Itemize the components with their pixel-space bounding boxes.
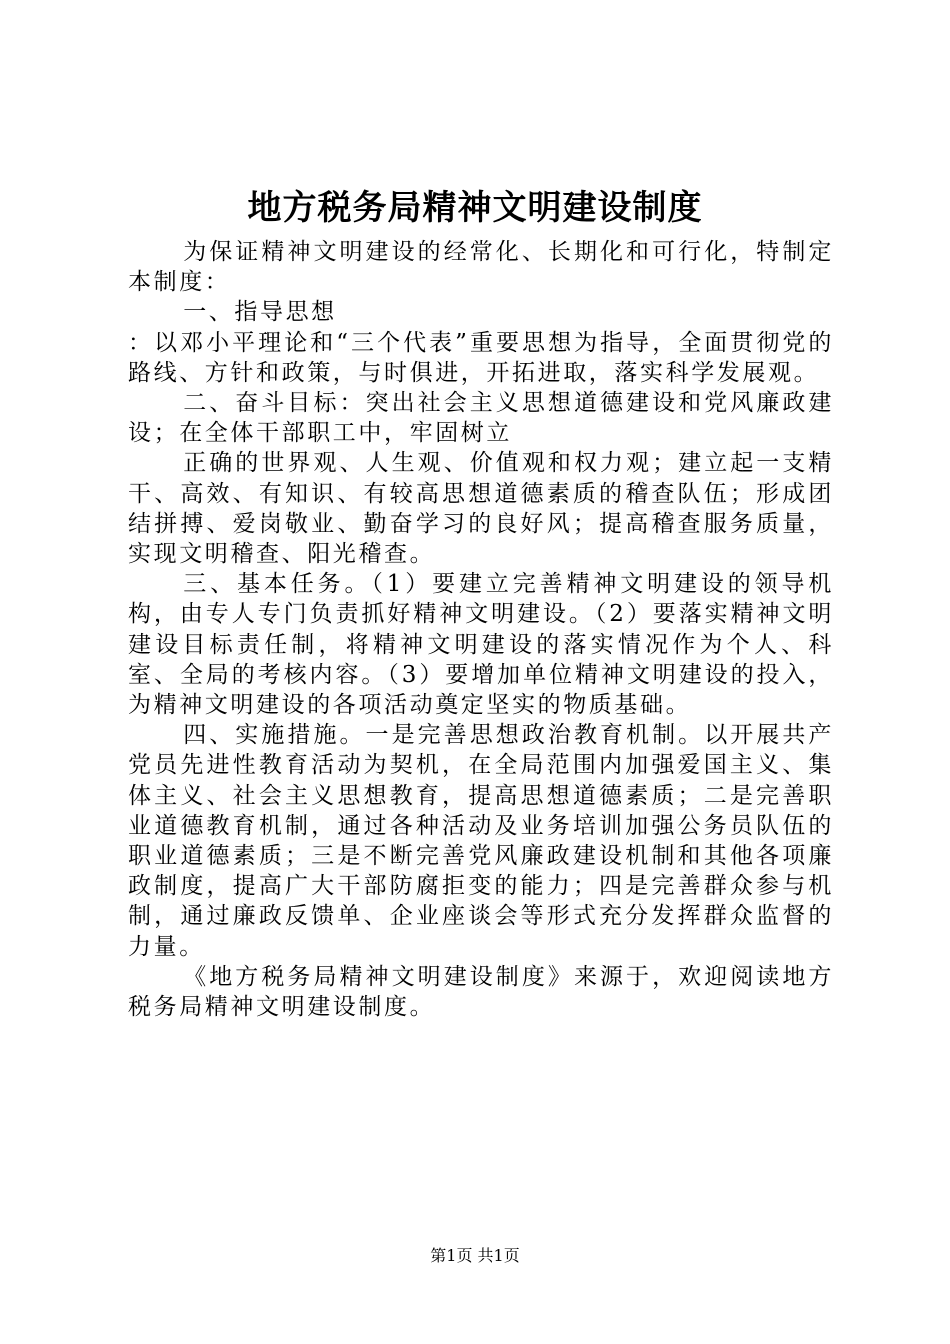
- implementation-measures-paragraph: 四、实施措施。一是完善思想政治教育机制。以开展共产党员先进性教育活动为契机，在全局范围内加强爱国主义、集体主义、社会主义思想教育，提高思想道德素质；二是完善职业道德教育机制，通过各种活动及业务培训加强公务员队伍的职业道德素质；三是不断完善党风廉政建设机制和其他各项廉政制度，提高广大干部防腐拒变的能力；四是完善群众参与机制，通过廉政反馈单、企业座谈会等形式充分发挥群众监督的力量。: [128, 722, 834, 960]
- goals-paragraph: 二、奋斗目标：突出社会主义思想道德建设和党风廉政建设；在全体干部职工中，牢固树立: [128, 390, 834, 447]
- goals-continued-paragraph: 正确的世界观、人生观、价值观和权力观；建立起一支精干、高效、有知识、有较高思想道德素质的稽查队伍；形成团结拼搏、爱岗敬业、勤奋学习的良好风；提高稽查服务质量，实现文明稽查、阳光稽查。: [128, 450, 834, 568]
- guiding-ideology-paragraph: ：以邓小平理论和“三个代表”重要思想为指导，全面贯彻党的路线、方针和政策，与时俱进，开拓进取，落实科学发展观。: [128, 329, 834, 386]
- page-number-footer: 第1页 共1页: [430, 1246, 520, 1265]
- intro-paragraph: 为保证精神文明建设的经常化、长期化和可行化，特制定本制度：: [128, 239, 834, 296]
- section-heading-guiding-ideology: 一、指导思想: [183, 299, 337, 326]
- document-title: 地方税务局精神文明建设制度: [247, 188, 703, 228]
- document-body: [128, 237, 834, 1022]
- closing-paragraph: 《地方税务局精神文明建设制度》来源于，欢迎阅读地方税务局精神文明建设制度。: [128, 963, 834, 1021]
- basic-tasks-paragraph: 三、基本任务。（1）要建立完善精神文明建设的领导机构，由专人专门负责抓好精神文明建设。（2）要落实精神文明建设目标责任制，将精神文明建设的落实情况作为个人、科室、全局的考核内容。（3）要增加单位精神文明建设的投入，为精神文明建设的各项活动奠定坚实的物质基础。: [128, 571, 834, 719]
